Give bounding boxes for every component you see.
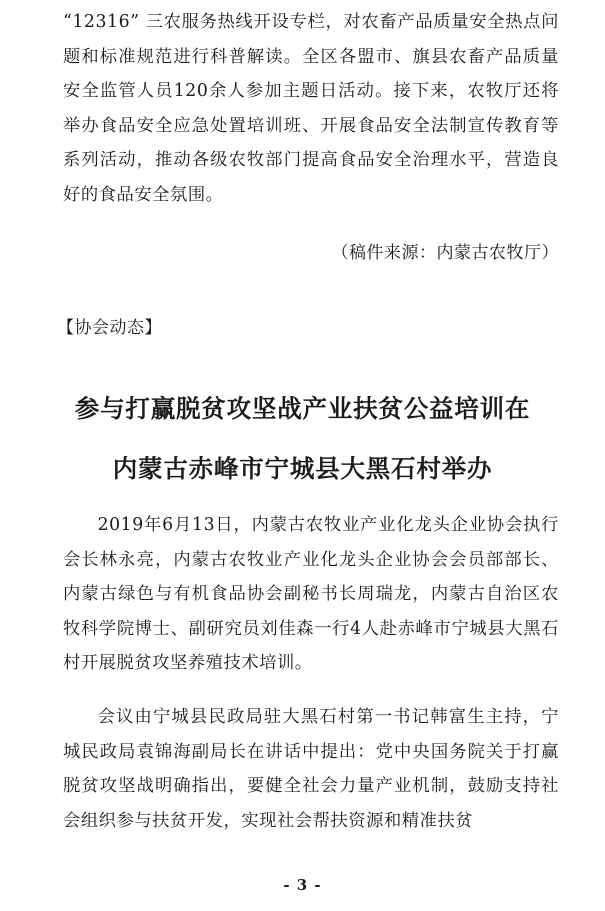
section-label: 【协会动态】 <box>57 318 162 338</box>
page-number: - 3 - <box>283 876 322 894</box>
body-paragraph-top: “12316” 三农服务热线开设专栏，对农畜产品质量安全热点问题和标准规范进行科普解读。全区各盟市、旗县农畜产品质量安全监管人员120余人参加主题日活动。接下来，农牧厅还将举办食品安全应急处置培训班、开展食品安全法制宣传教育等系列活动，推动各级农牧部门提高食品安全治理水平，营造良好的食品安全氛围。 <box>63 12 559 205</box>
body-paragraph-2: 会议由宁城县民政局驻大黑石村第一书记韩富生主持，宁城民政局袁锦海副局长在讲话中提出：党中央国务院关于打赢脱贫攻坚战明确指出，要健全社会力量产业机制，鼓励支持社会组织参与扶贫开发，实现社会帮扶资源和精准扶贫 <box>63 707 559 831</box>
article-title-line-1: 参与打赢脱贫攻坚战产业扶贫公益培训在 <box>74 394 531 423</box>
body-paragraph-1: 2019年6月13日，内蒙古农牧业产业化龙头企业协会执行会长林永亮，内蒙古农牧业产业化龙头企业协会会员部部长、内蒙古绿色与有机食品协会副秘书长周瑞龙，内蒙古自治区农牧科学院博士、副研究员刘佳森一行4人赴赤峰市宁城县大黑石村开展脱贫攻坚养殖技术培训。 <box>63 515 559 674</box>
article-title-line-2: 内蒙古赤峰市宁城县大黑石村举办 <box>112 454 493 483</box>
article-source: （稿件来源：内蒙古农牧厅） <box>331 243 559 263</box>
